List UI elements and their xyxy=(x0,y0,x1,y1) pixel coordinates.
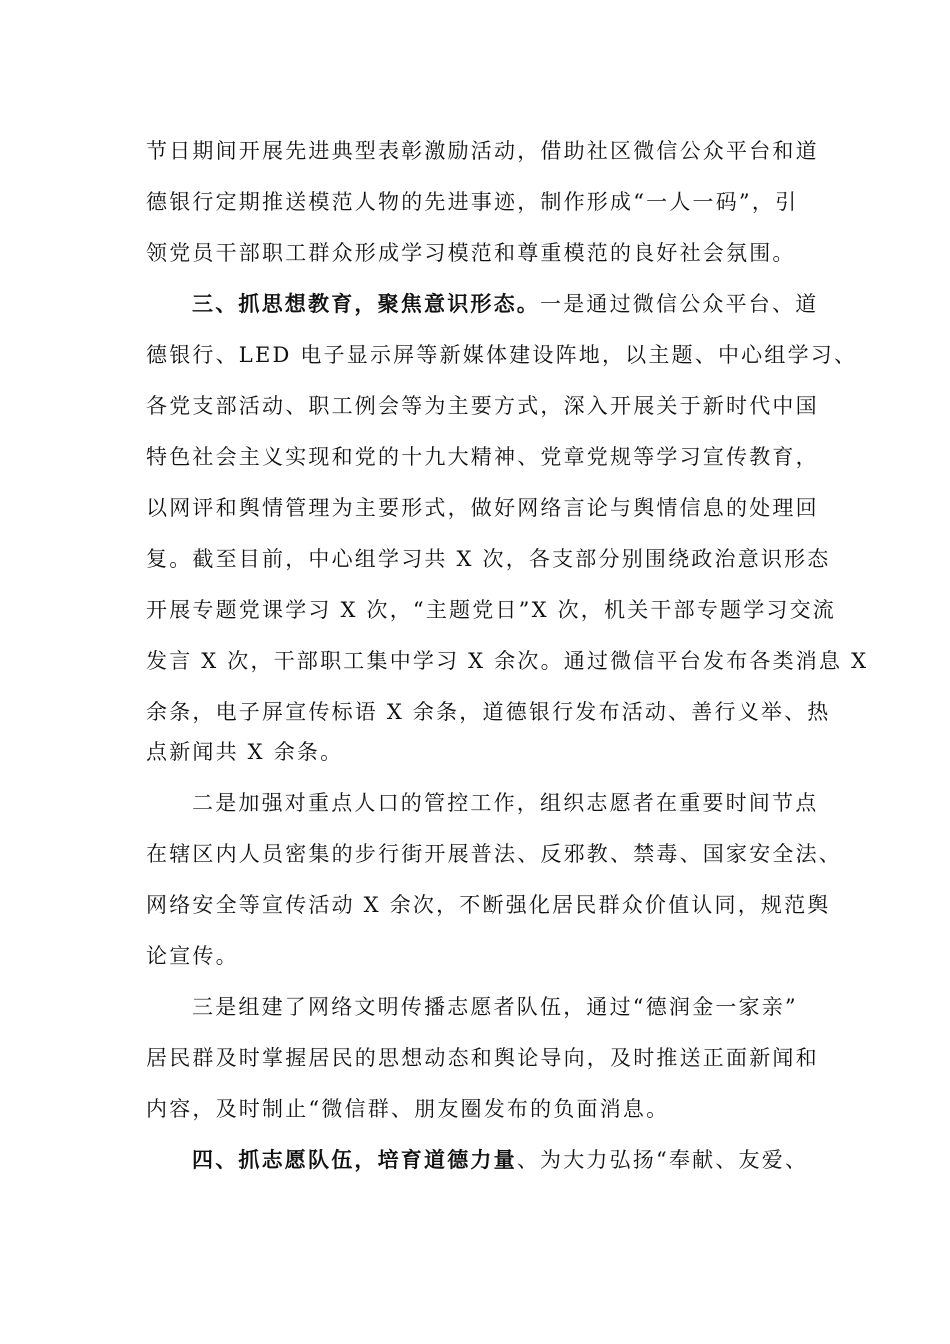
body-text: 论宣传。 xyxy=(146,944,239,968)
text-line xyxy=(0,981,950,1033)
body-text: 内容，及时制止“微信群、朋友圈发布的负面消息。 xyxy=(146,1097,670,1121)
text-line xyxy=(0,278,950,330)
body-text: 二是加强对重点人口的管控工作，组织志愿者在重要时间节点 xyxy=(192,791,819,815)
body-text: 开展专题党课学习 X 次，“主题党日”X 次，机关干部专题学习交流 xyxy=(146,598,836,622)
text-line xyxy=(0,482,950,534)
body-text: 网络安全等宣传活动 X 余次，不断强化居民群众价值认同，规范舆 xyxy=(146,893,831,917)
text-line xyxy=(0,584,950,636)
body-text: 德银行、LED 电子显示屏等新媒体建设阵地，以主题、中心组学习、 xyxy=(146,343,858,367)
text-line xyxy=(0,879,950,931)
body-text: 各党支部活动、职工例会等为主要方式，深入开展关于新时代中国 xyxy=(146,394,819,418)
text-line xyxy=(0,380,950,432)
body-text: 复。截至目前，中心组学习共 X 次，各支部分别围绕政治意识形态 xyxy=(146,547,831,571)
body-text: 、为大力弘扬“奉献、友爱、 xyxy=(516,1148,809,1172)
text-line xyxy=(0,329,950,381)
body-text: 三是组建了网络文明传播志愿者队伍，通过“德润金一家亲” xyxy=(192,995,798,1019)
body-text: 发言 X 次，干部职工集中学习 X 余次。通过微信平台发布各类消息 X xyxy=(146,649,869,673)
body-text: 领党员干部职工群众形成学习模范和尊重模范的良好社会氛围。 xyxy=(146,241,796,265)
text-line xyxy=(0,176,950,228)
heading-text: 三、抓思想教育，聚焦意识形态。 xyxy=(192,291,540,316)
text-line xyxy=(0,726,950,778)
text-line xyxy=(0,1083,950,1135)
body-text: 德银行定期推送模范人物的先进事迹，制作形成“一人一码”，引 xyxy=(146,190,799,214)
text-line xyxy=(0,828,950,880)
text-line xyxy=(0,431,950,483)
body-text: 一是通过微信公众平台、道 xyxy=(540,292,819,316)
body-text: 在辖区内人员密集的步行街开展普法、反邪教、禁毒、国家安全法、 xyxy=(146,842,842,866)
body-text: 特色社会主义实现和党的十九大精神、党章党规等学习宣传教育， xyxy=(146,445,819,469)
text-line xyxy=(0,1032,950,1084)
text-line xyxy=(0,777,950,829)
body-text: 居民群及时掌握居民的思想动态和舆论导向，及时推送正面新闻和 xyxy=(146,1046,819,1070)
body-text: 节日期间开展先进典型表彰激励活动，借助社区微信公众平台和道 xyxy=(146,139,819,163)
text-line xyxy=(0,125,950,177)
heading-text: 四、抓志愿队伍，培育道德力量 xyxy=(192,1147,517,1172)
body-text: 以网评和舆情管理为主要形式，做好网络言论与舆情信息的处理回 xyxy=(146,496,819,520)
body-text: 余条，电子屏宣传标语 X 余条，道德银行发布活动、善行义举、热 xyxy=(146,700,831,724)
text-line xyxy=(0,930,950,982)
body-text: 点新闻共 X 余条。 xyxy=(146,740,344,764)
text-line xyxy=(0,635,950,687)
text-line xyxy=(0,227,950,279)
text-line xyxy=(0,533,950,585)
text-line xyxy=(0,1134,950,1186)
